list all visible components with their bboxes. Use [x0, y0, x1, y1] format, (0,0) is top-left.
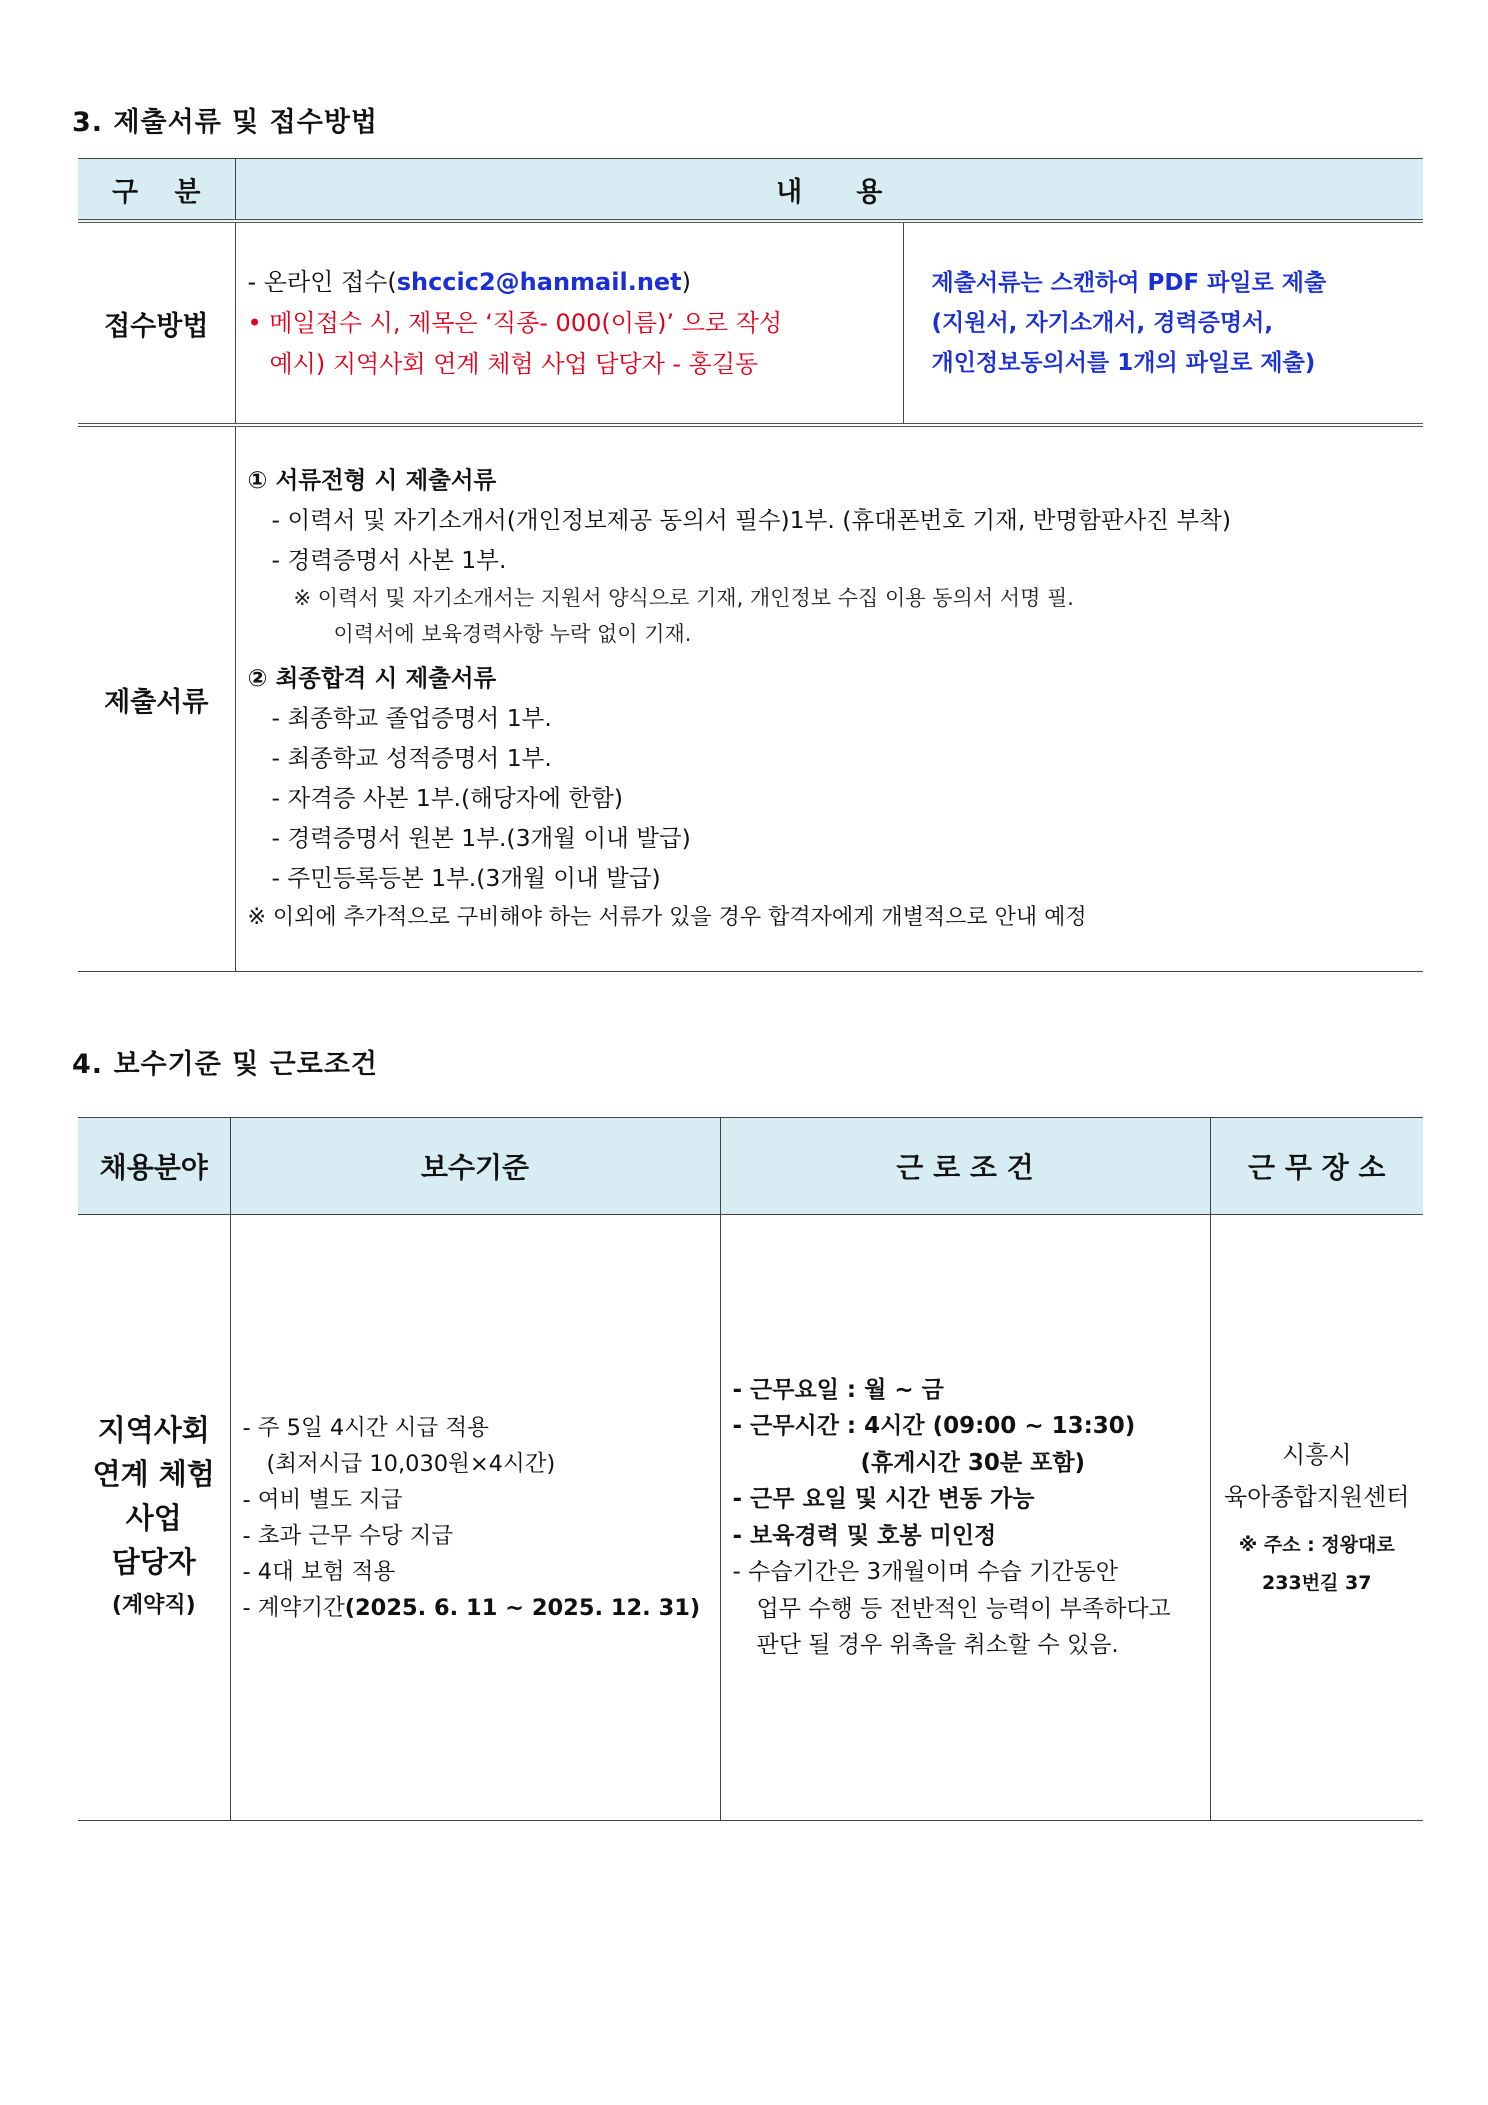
- field-line: 담당자: [111, 1544, 196, 1579]
- list-item: - 경력증명서 사본 1부.: [271, 546, 507, 574]
- header-category: 구 분: [78, 159, 235, 222]
- pay-item: (최저시급 10,030원×4시간): [266, 1450, 556, 1477]
- stage1-title: ① 서류전형 시 제출서류: [247, 466, 497, 494]
- list-item: - 최종학교 성적증명서 1부.: [271, 744, 552, 772]
- work-location: [1210, 1215, 1423, 1821]
- stage1-note: 이력서에 보육경력사항 누락 없이 기재.: [333, 622, 692, 646]
- online-submission: [248, 262, 903, 303]
- address-line: 233번길 37: [1262, 1571, 1372, 1594]
- contract-label: - 계약기간: [242, 1594, 345, 1621]
- work-days: - 근무요일 : 월 ~ 금: [732, 1376, 944, 1403]
- field-line: 사업: [125, 1500, 182, 1535]
- field-line: 연계 체험: [92, 1456, 215, 1491]
- list-item: - 주민등록등본 1부.(3개월 이내 발급): [271, 864, 661, 892]
- method-label: 접수방법: [78, 221, 235, 425]
- pdf-instruction-line: 개인정보동의서를 1개의 파일로 제출): [931, 350, 1316, 376]
- header-field: 채용분야: [78, 1118, 230, 1215]
- pay-item: - 여비 별도 지급: [242, 1486, 403, 1513]
- contract-period-line: [243, 1590, 720, 1626]
- pay-item: - 초과 근무 수당 지급: [242, 1522, 454, 1549]
- probation-note: 업무 수행 등 전반적인 능력이 부족하다고: [756, 1595, 1171, 1622]
- probation-note: - 수습기간은 3개월이며 수습 기간동안: [732, 1559, 1118, 1585]
- mail-subject-note: • 메일접수 시, 제목은 ‘직종- 000(이름)’ 으로 작성: [247, 308, 783, 337]
- submission-table: [78, 158, 1423, 972]
- pay-item: - 주 5일 4시간 시급 적용: [242, 1414, 489, 1441]
- list-item: - 자격증 사본 1부.(해당자에 한함): [271, 784, 624, 812]
- submission-docs-row: [78, 425, 1423, 972]
- email-link[interactable]: shccic2@hanmail.net: [396, 267, 682, 296]
- stage1-note: ※ 이력서 및 자기소개서는 지원서 양식으로 기재, 개인정보 수집 이용 동의서 서명 필.: [293, 586, 1074, 610]
- pdf-instruction-line: 제출서류는 스캔하여 PDF 파일로 제출: [931, 270, 1327, 296]
- header-location: 근 무 장 소: [1210, 1118, 1423, 1215]
- location-address: [1211, 1526, 1424, 1602]
- address-line: ※ 주소 : 정왕대로: [1238, 1533, 1395, 1556]
- submission-method-row: [78, 221, 1423, 425]
- docs-footer-note: ※ 이외에 추가적으로 구비해야 하는 서류가 있을 경우 합격자에게 개별적으로 안내 예정: [247, 905, 1087, 930]
- online-prefix: - 온라인 접수(: [247, 267, 397, 296]
- list-item: - 최종학교 졸업증명서 1부.: [271, 704, 552, 732]
- stage2-title: ② 최종합격 시 제출서류: [247, 664, 497, 692]
- header-conditions: 근 로 조 건: [720, 1118, 1210, 1215]
- mail-subject-example: 예시) 지역사회 연계 체험 사업 담당자 - 홍길동: [269, 349, 759, 378]
- pay-table-row: [78, 1215, 1423, 1821]
- break-time: (휴게시간 30분 포함): [860, 1449, 1086, 1476]
- recruitment-field: [78, 1215, 230, 1821]
- online-suffix: ): [681, 267, 692, 296]
- submission-table-header: [78, 159, 1423, 222]
- list-item: - 경력증명서 원본 1부.(3개월 이내 발급): [271, 824, 691, 852]
- pdf-instructions: [903, 221, 1423, 425]
- field-line: 지역사회: [97, 1412, 210, 1447]
- pdf-instruction-line: (지원서, 자기소개서, 경력증명서,: [931, 310, 1274, 336]
- location-city: 시흥시: [1281, 1440, 1352, 1469]
- header-pay: 보수기준: [230, 1118, 720, 1215]
- work-conditions: [720, 1215, 1210, 1821]
- docs-label: 제출서류: [78, 425, 235, 972]
- pay-conditions-table: [78, 1117, 1423, 1821]
- pay-standard: [230, 1215, 720, 1821]
- career-not-recognized: - 보육경력 및 호봉 미인정: [732, 1522, 997, 1549]
- section4-title: 4. 보수기준 및 근로조건: [72, 1049, 378, 1080]
- section3-title: 3. 제출서류 및 접수방법: [72, 107, 378, 138]
- list-item: - 이력서 및 자기소개서(개인정보제공 동의서 필수)1부. (휴대폰번호 기재, 반명함판사진 부착): [271, 506, 1232, 534]
- work-hours: - 근무시간 : 4시간 (09:00 ~ 13:30): [732, 1413, 1136, 1439]
- contract-type: (계약직): [111, 1592, 196, 1618]
- contract-period: (2025. 6. 11 ~ 2025. 12. 31): [344, 1594, 701, 1621]
- method-details: [235, 221, 903, 425]
- schedule-change: - 근무 요일 및 시간 변동 가능: [732, 1486, 1035, 1512]
- pay-table-header: [78, 1118, 1423, 1215]
- header-content: 내 용: [235, 159, 1423, 222]
- probation-note: 판단 될 경우 위촉을 취소할 수 있음.: [756, 1632, 1119, 1658]
- pay-item: - 4대 보험 적용: [242, 1558, 396, 1585]
- location-center: 육아종합지원센터: [1224, 1482, 1410, 1511]
- docs-details: [235, 425, 1423, 972]
